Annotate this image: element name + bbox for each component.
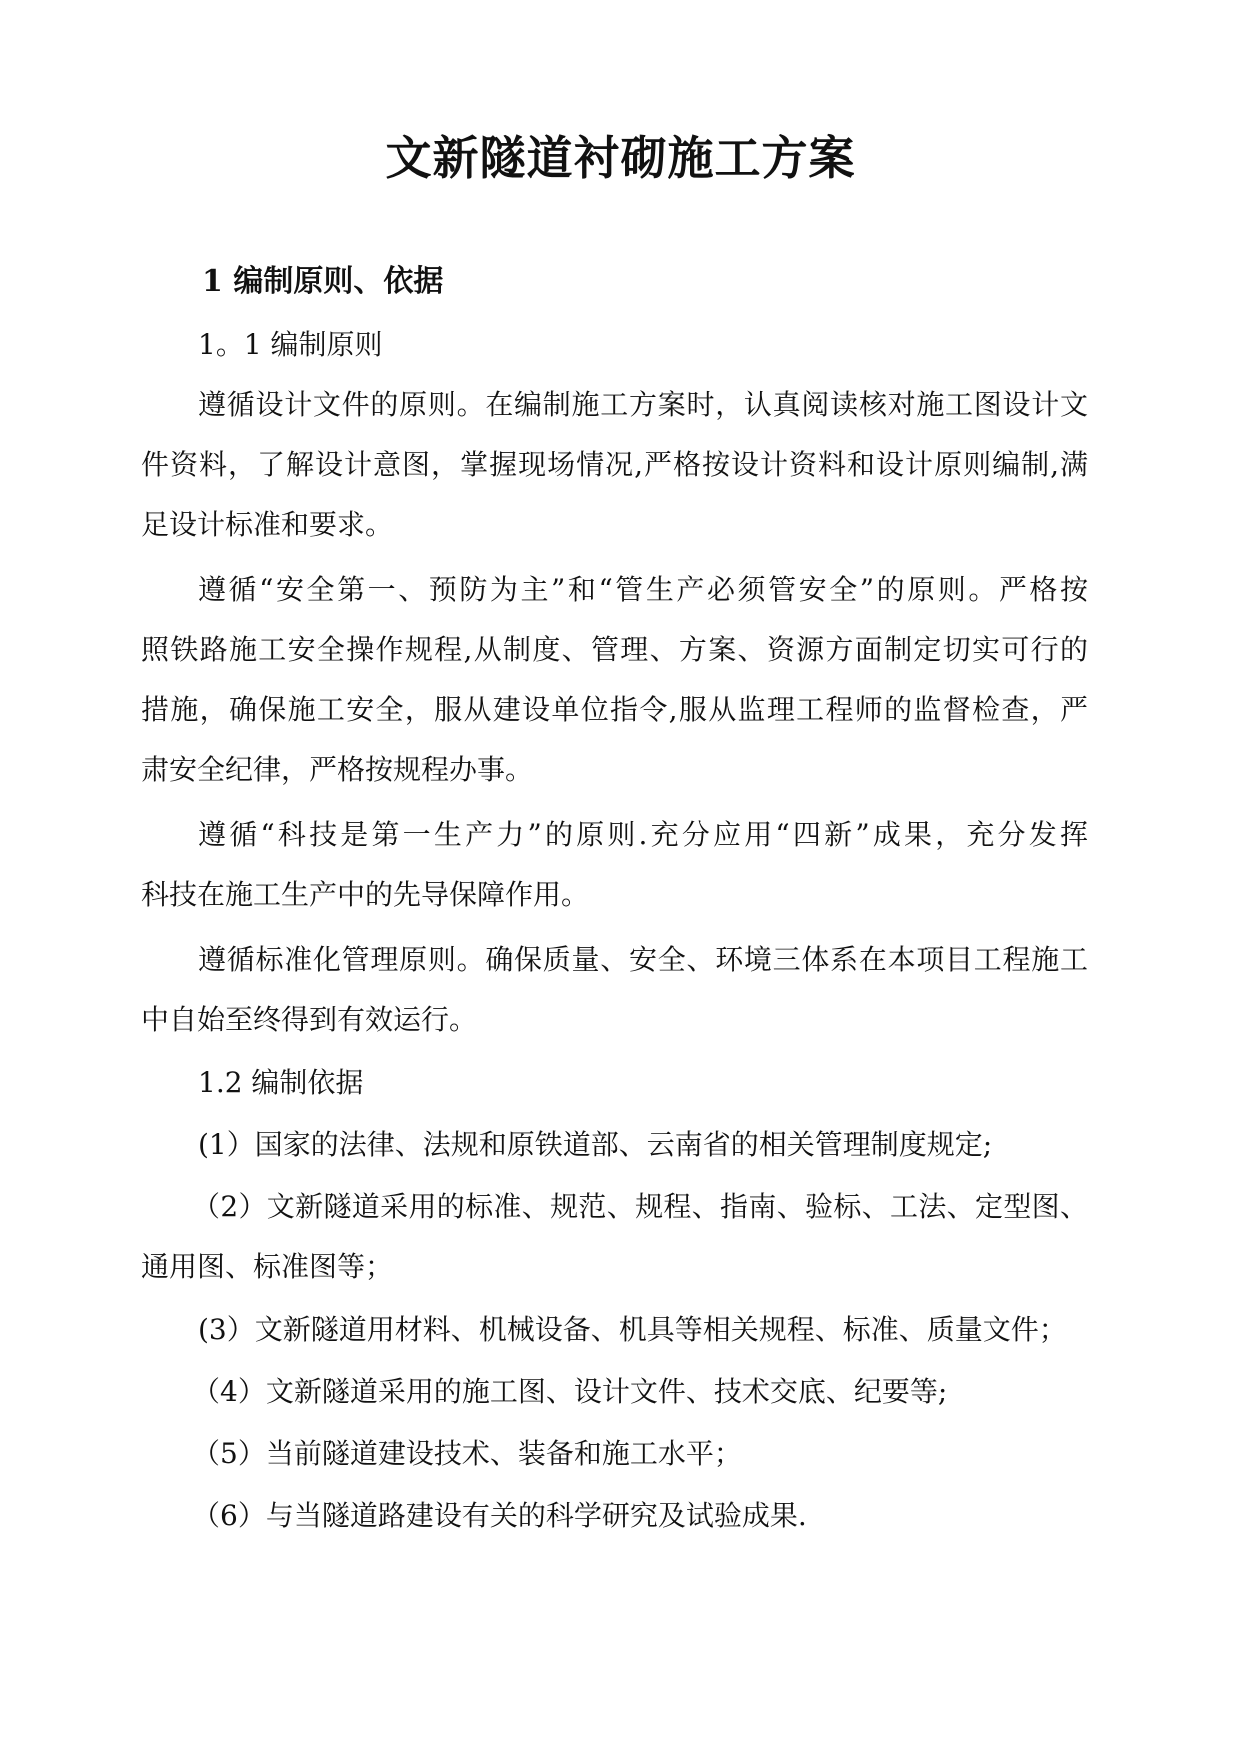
paragraph-line: 措施，确保施工安全，服从建设单位指令,服从监理工程师的监督检查，严 (141, 693, 1088, 726)
list-item: （6）与当隧道路建设有关的科学研究及试验成果. (192, 1499, 807, 1532)
subsection-heading-1-1: 1。1 编制原则 (198, 328, 383, 361)
list-item-continuation: 通用图、标准图等； (141, 1250, 394, 1283)
section-heading-1: 1 编制原则、依据 (202, 264, 444, 299)
list-item: （2）文新隧道采用的标准、规范、规程、指南、验标、工法、定型图、 (192, 1190, 1088, 1223)
list-item: (1）国家的法律、法规和原铁道部、云南省的相关管理制度规定; (198, 1128, 993, 1161)
paragraph-line: 照铁路施工安全操作规程,从制度、管理、方案、资源方面制定切实可行的 (141, 633, 1088, 666)
paragraph-line: 遵循“安全第一、预防为主”和“管生产必须管安全”的原则。严格按 (198, 573, 1088, 606)
paragraph-line: 遵循标准化管理原则。确保质量、安全、环境三体系在本项目工程施工 (198, 943, 1088, 976)
paragraph-line: 件资料，了解设计意图，掌握现场情况,严格按设计资料和设计原则编制,满 (141, 448, 1088, 481)
paragraph-line: 中自始至终得到有效运行。 (141, 1003, 478, 1036)
subsection-heading-1-2: 1.2 编制依据 (198, 1066, 364, 1099)
paragraph-line: 遵循“科技是第一生产力”的原则.充分应用“四新”成果，充分发挥 (198, 818, 1088, 851)
list-item: (3）文新隧道用材料、机械设备、机具等相关规程、标准、质量文件； (198, 1313, 1067, 1346)
list-item: （5）当前隧道建设技术、装备和施工水平； (192, 1437, 742, 1470)
list-item: （4）文新隧道采用的施工图、设计文件、技术交底、纪要等; (192, 1375, 948, 1408)
paragraph-line: 遵循设计文件的原则。在编制施工方案时，认真阅读核对施工图设计文 (198, 388, 1088, 421)
paragraph-line: 科技在施工生产中的先导保障作用。 (141, 878, 590, 911)
paragraph-line: 足设计标准和要求。 (141, 508, 394, 541)
document-title: 文新隧道衬砌施工方案 (385, 131, 856, 185)
paragraph-line: 肃安全纪律，严格按规程办事。 (141, 753, 534, 786)
